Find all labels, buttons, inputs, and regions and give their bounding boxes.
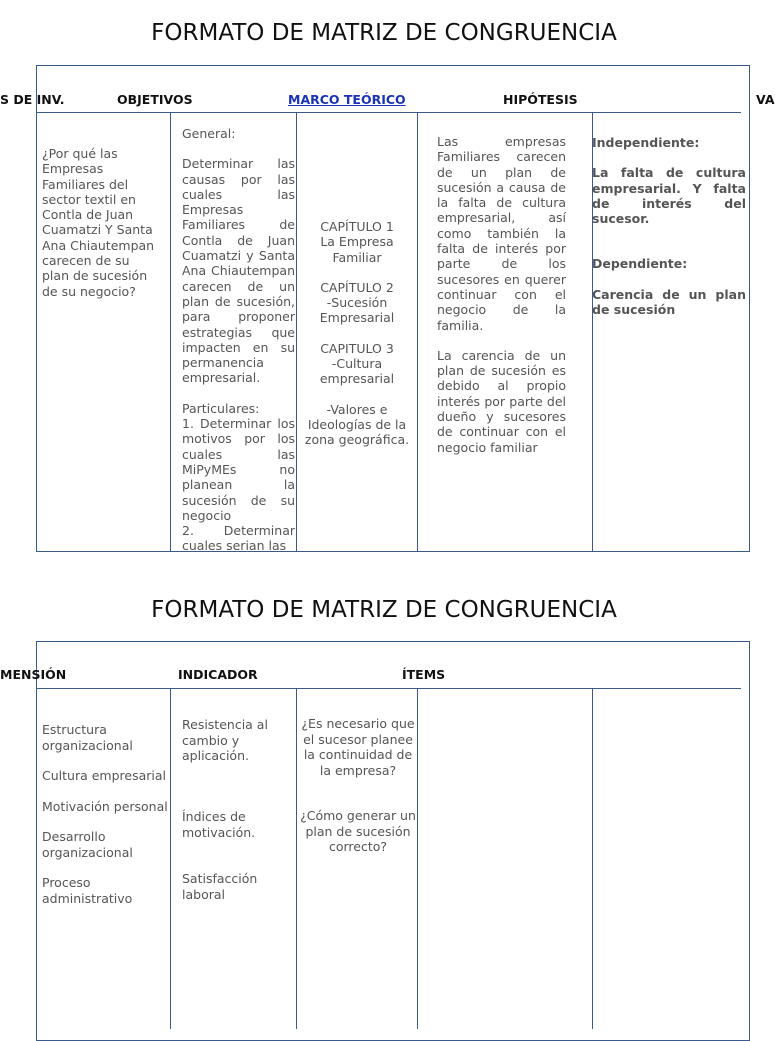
variable-dependiente-text: Carencia de un plan de sucesión	[592, 286, 746, 318]
matrix2-col-divider-1	[170, 689, 171, 1029]
matrix2-col-divider-4	[592, 689, 593, 1029]
variable-dependiente-label: Dependiente:	[592, 256, 688, 272]
capitulo-3-label: CAPITULO 3	[320, 340, 394, 356]
matrix1-col-divider-1	[170, 113, 171, 551]
indicador-satisfaccion: Satisfacción laboral	[182, 871, 258, 902]
capitulo-1-label: CAPÍTULO 1	[320, 219, 394, 234]
valores-ideologias: -Valores e Ideologías de la zona geográfica.	[304, 401, 410, 448]
dimension-cultura: Cultura empresarial	[42, 768, 166, 783]
header-dimension: MENSIÓN	[0, 667, 67, 682]
indicador-motivacion: Índices de motivación.	[182, 809, 256, 840]
header-objetivos: OBJETIVOS	[117, 92, 193, 107]
matrix2-title: FORMATO DE MATRIZ DE CONGRUENCIA	[151, 597, 617, 623]
objetivo-general-text: Determinar las causas por las cuales las Empresas Familiares de Contla de Juan Cuamatzi y Santa Ana Chiautempan carecen de un plan de sucesión, para proponer estrategias que impacten en su permanencia empresarial.	[182, 156, 295, 386]
hipotesis-cell	[437, 134, 566, 455]
objetivo-general-label: General:	[182, 126, 236, 141]
hipotesis-1: Las empresas Familiares carecen de un plan de sucesión a causa de la falta de cultura empresarial, así como también la falta de interés por parte de los sucesores en querer continuar con el negocio de la familia.	[437, 134, 566, 333]
header-marco-teorico-link[interactable]: MARCO TEÓRICO	[288, 92, 406, 107]
header-preguntas: S DE INV.	[0, 92, 65, 107]
dimension-motivacion: Motivación personal	[42, 798, 168, 814]
marco-teorico-cell	[302, 219, 412, 448]
matrix2-col-divider-2	[296, 689, 297, 1029]
indicador-resistencia: Resistencia al cambio y aplicación.	[182, 717, 268, 763]
objetivo-particular-1: 1. Determinar los motivos por los cuales las MiPyMEs no planean la sucesión de su negocio	[182, 416, 295, 523]
objetivos-particulares-label: Particulares:	[182, 400, 260, 416]
capitulo-3-title: -Cultura empresarial	[319, 356, 395, 387]
objetivos-cell	[182, 126, 295, 570]
matrix1-col-divider-3	[417, 113, 418, 551]
pregunta-text: ¿Por qué las Empresas Familiares del sector textil en Contla de Juan Cuamatzi Y Santa Ana Chiautempan carecen de su plan de sucesión de su negocio?	[42, 146, 155, 299]
matrix1-title: FORMATO DE MATRIZ DE CONGRUENCIA	[151, 20, 617, 46]
dimension-estructura: Estructura organizacional	[42, 722, 133, 753]
matrix2-header-divider	[37, 688, 741, 689]
header-variables: VA	[756, 92, 775, 107]
dimension-proceso: Proceso administrativo	[42, 875, 133, 906]
variable-independiente-text: La falta de cultura empresarial. Y falta de interés del sucesor.	[592, 165, 746, 227]
capitulo-2-title: -Sucesión Empresarial	[319, 295, 395, 326]
dimensiones-cell	[42, 722, 168, 906]
item-1: ¿Es necesario que el sucesor planee la continuidad de la empresa?	[301, 716, 415, 778]
variables-cell	[592, 135, 746, 317]
dimension-desarrollo: Desarrollo organizacional	[42, 829, 133, 860]
item-2: ¿Cómo generar un plan de sucesión correcto?	[300, 808, 416, 854]
capitulo-1-title: La Empresa Familiar	[320, 234, 394, 265]
objetivo-particular-2: 2. Determinar cuales serian las	[182, 523, 295, 554]
variable-independiente-label: Independiente:	[592, 135, 700, 150]
header-hipotesis: HIPÓTESIS	[503, 92, 578, 107]
header-indicador: INDICADOR	[178, 667, 258, 682]
hipotesis-2: La carencia de un plan de sucesión es debido al propio interés por parte del dueño y sucesores de continuar con el negocio familiar	[437, 347, 566, 455]
matrix1-header-divider	[37, 112, 741, 113]
matrix1-col-divider-2	[296, 113, 297, 551]
capitulo-2-label: CAPÍTULO 2	[320, 279, 394, 295]
header-items: ÍTEMS	[402, 667, 446, 682]
